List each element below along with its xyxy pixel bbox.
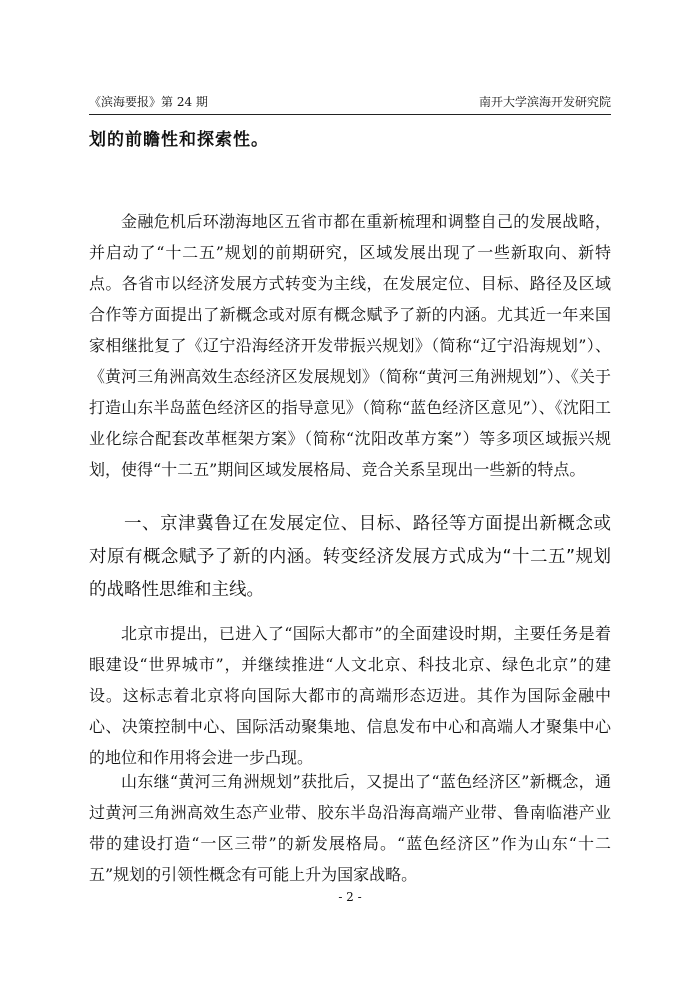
intro-paragraph: 金融危机后环渤海地区五省市都在重新梳理和调整自己的发展战略，并启动了“十二五”规划的前期研究，区域发展出现了一些新取向、新特点。各省市以经济发展方式转变为主线，在发展定位、目标、路径及区域合作等方面提出了新概念或对原有概念赋予了新的内涵。尤其近一年来国家相继批复了《辽宁沿海经济开发带振兴规划》（简称“辽宁沿海规划”）、《黄河三角洲高效生态经济区发展规划》（简称“黄河三角洲规划”）、《关于打造山东半岛蓝色经济区的指导意见》（简称“蓝色经济区意见”）、《沈阳工业化综合配套改革框架方案》（简称“沈阳改革方案”）等多项区域振兴规划，使得“十二五”期间区域发展格局、竞合关系呈现出一些新的特点。 (89, 212, 611, 479)
institution-name: 南开大学滨海开发研究院 (478, 95, 611, 109)
page-number: - 2 - (338, 890, 362, 904)
shandong-paragraph: 山东继“黄河三角洲规划”获批后，又提出了“蓝色经济区”新概念，通过黄河三角洲高效生态产业带、胶东半岛沿海高端产业带、鲁南临港产业带的建设打造“一区三带”的新发展格局。“蓝色经济区”作为山东“十二五”规划的引领性概念有可能上升为国家战略。 (89, 772, 611, 884)
section-heading: 一、京津冀鲁辽在发展定位、目标、路径等方面提出新概念或对原有概念赋予了新的内涵。转变经济发展方式成为“十二五”规划的战略性思维和主线。 (89, 514, 611, 600)
beijing-paragraph: 北京市提出，已进入了“国际大都市”的全面建设时期，主要任务是着眼建设“世界城市”，并继续推进“人文北京、科技北京、绿色北京”的建设。这标志着北京将向国际大都市的高端形态迈进。其作为国际金融中心、决策控制中心、国际活动聚集地、信息发布中心和高端人才聚集中心的地位和作用将会进一步凸现。 (89, 624, 611, 767)
publication-title: 《滨海要报》第 24 期 (89, 95, 208, 109)
running-header (89, 94, 611, 115)
continued-sentence: 划的前瞻性和探索性。 (89, 130, 269, 150)
